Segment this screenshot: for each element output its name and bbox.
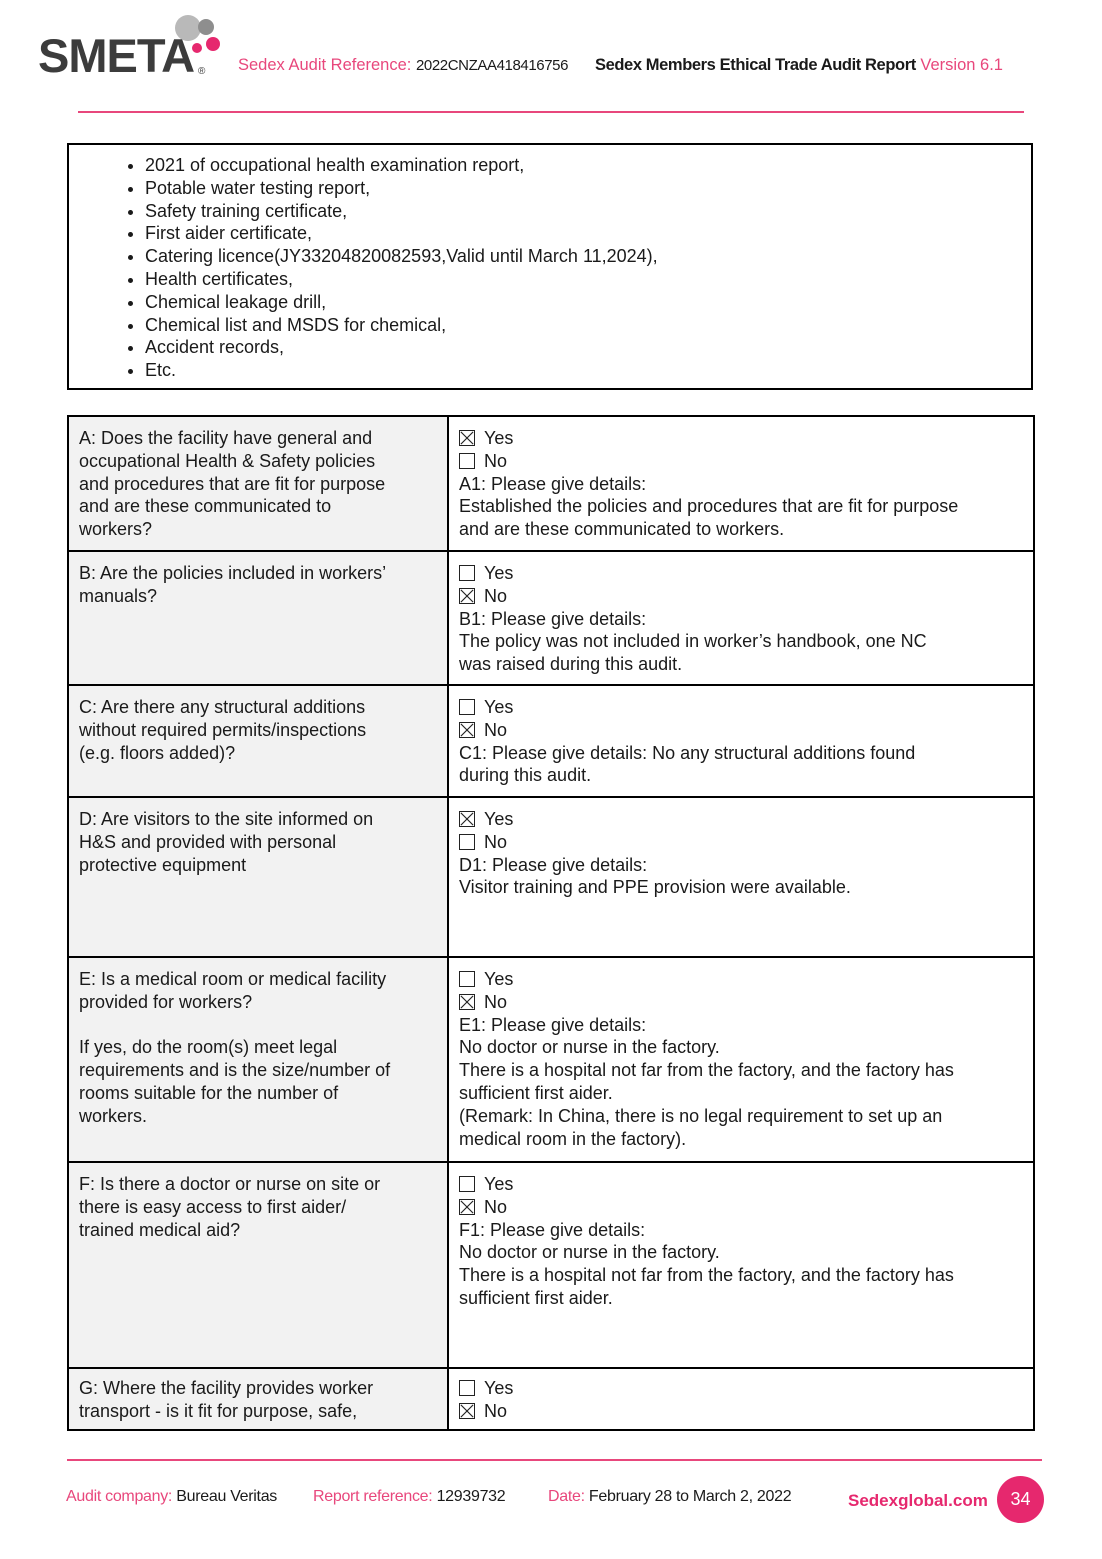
yes-option[interactable] <box>459 1377 1023 1400</box>
no-label: No <box>484 1400 508 1421</box>
details-label: B1: Please give details: <box>459 608 647 629</box>
question-text-line: manuals? <box>79 585 158 606</box>
question-text-line: without required permits/inspections <box>79 719 367 740</box>
answer-cell <box>448 1368 1034 1430</box>
logo-registered-mark: ® <box>198 66 206 77</box>
answer-cell <box>448 551 1034 685</box>
document-item: • Safety training certificate, <box>145 200 1031 223</box>
document-item: • Health certificates, <box>145 268 1031 291</box>
answer-cell <box>448 797 1034 957</box>
question-row <box>68 1162 1034 1368</box>
no-option[interactable] <box>459 1400 1023 1423</box>
question-cell <box>68 1368 448 1430</box>
audit-company-value: Bureau Veritas <box>176 1488 278 1505</box>
question-cell <box>68 551 448 685</box>
details-text-line: No doctor or nurse in the factory. <box>459 1242 720 1263</box>
details-text-line: and are these communicated to workers. <box>459 519 785 540</box>
details-text-line: Visitor training and PPE provision were available. <box>459 877 851 898</box>
question-text-line: requirements and is the size/number of <box>79 1060 391 1081</box>
question-text-line: D: Are visitors to the site informed on <box>79 809 374 829</box>
no-option[interactable] <box>459 831 1023 854</box>
question-cell <box>68 957 448 1162</box>
no-checkbox[interactable] <box>459 588 475 604</box>
question-text-line: protective equipment <box>79 854 247 875</box>
yes-checkbox[interactable] <box>459 1176 475 1192</box>
question-text-line: G: Where the facility provides worker <box>79 1378 374 1398</box>
yes-option[interactable] <box>459 808 1023 831</box>
yes-label: Yes <box>484 969 514 989</box>
answer-cell <box>448 1162 1034 1368</box>
no-checkbox[interactable] <box>459 453 475 469</box>
document-item: • 2021 of occupational health examination report, <box>145 154 1031 177</box>
question-text-line: trained medical aid? <box>79 1219 241 1240</box>
footer-divider <box>67 1459 1042 1461</box>
no-label: No <box>484 719 508 740</box>
no-option[interactable] <box>459 585 1023 608</box>
details-text-line: There is a hospital not far from the factory, and the factory has <box>459 1060 954 1081</box>
question-row <box>68 1368 1034 1430</box>
question-text-line: occupational Health & Safety policies <box>79 450 376 471</box>
audit-ref-label: Sedex Audit Reference: <box>238 56 412 74</box>
details-label: A1: Please give details: <box>459 473 647 494</box>
no-checkbox[interactable] <box>459 834 475 850</box>
answer-cell <box>448 416 1034 551</box>
question-text-line: E: Is a medical room or medical facility <box>79 969 387 989</box>
footer-audit-company <box>66 1488 277 1506</box>
no-option[interactable] <box>459 719 1023 742</box>
no-option[interactable] <box>459 450 1023 473</box>
yes-label: Yes <box>484 1174 514 1194</box>
yes-label: Yes <box>484 563 514 583</box>
details-text-line: sufficient first aider. <box>459 1287 613 1308</box>
details-text-line: sufficient first aider. <box>459 1082 613 1103</box>
question-text-line: B: Are the policies included in workers’ <box>79 563 387 583</box>
report-title-text: Sedex Members Ethical Trade Audit Report <box>595 56 916 74</box>
question-text-line: and are these communicated to <box>79 496 332 517</box>
yes-checkbox[interactable] <box>459 811 475 827</box>
question-row <box>68 797 1034 957</box>
question-row <box>68 685 1034 797</box>
document-item: • Etc. <box>145 359 1031 382</box>
sedex-website-link[interactable]: Sedexglobal.com <box>848 1491 988 1510</box>
question-text-line: there is easy access to first aider/ <box>79 1196 347 1217</box>
yes-option[interactable] <box>459 968 1023 991</box>
question-text-line: transport - is it fit for purpose, safe, <box>79 1400 358 1421</box>
no-label: No <box>484 450 508 471</box>
date-label: Date: <box>548 1488 585 1505</box>
details-text-line: Established the policies and procedures that are fit for purpose <box>459 496 959 517</box>
yes-option[interactable] <box>459 696 1023 719</box>
report-version: Version 6.1 <box>920 56 1003 74</box>
health-safety-questions-table <box>67 415 1035 1431</box>
details-text-line: No doctor or nurse in the factory. <box>459 1037 720 1058</box>
header-divider <box>78 111 1024 113</box>
question-row <box>68 551 1034 685</box>
details-text-line: The policy was not included in worker’s handbook, one NC <box>459 631 927 652</box>
date-value: February 28 to March 2, 2022 <box>588 1488 792 1505</box>
document-item: • Chemical list and MSDS for chemical, <box>145 314 1031 337</box>
question-text-line: workers? <box>79 519 153 540</box>
no-label: No <box>484 1196 508 1217</box>
yes-option[interactable] <box>459 562 1023 585</box>
documents-list <box>69 145 1031 382</box>
yes-checkbox[interactable] <box>459 430 475 446</box>
footer-date <box>548 1488 791 1506</box>
question-text-line: and procedures that are fit for purpose <box>79 473 386 494</box>
yes-label: Yes <box>484 809 514 829</box>
question-text-line: C: Are there any structural additions <box>79 697 366 717</box>
no-label: No <box>484 585 508 606</box>
no-checkbox[interactable] <box>459 1199 475 1215</box>
yes-checkbox[interactable] <box>459 565 475 581</box>
question-text-line: (e.g. floors added)? <box>79 742 236 763</box>
page-number: 34 <box>997 1476 1044 1523</box>
yes-checkbox[interactable] <box>459 971 475 987</box>
details-label: D1: Please give details: <box>459 854 648 875</box>
footer-report-reference <box>313 1488 505 1506</box>
question-text-line: A: Does the facility have general and <box>79 428 373 448</box>
document-item: • Catering licence(JY33204820082593,Valid until March 11,2024), <box>145 245 1031 268</box>
yes-checkbox[interactable] <box>459 699 475 715</box>
yes-checkbox[interactable] <box>459 1380 475 1396</box>
yes-label: Yes <box>484 1378 514 1398</box>
details-text-line: was raised during this audit. <box>459 654 683 675</box>
question-row <box>68 957 1034 1162</box>
yes-option[interactable] <box>459 427 1023 450</box>
report-ref-label: Report reference: <box>313 1488 433 1505</box>
question-row <box>68 416 1034 551</box>
no-label: No <box>484 991 508 1012</box>
audit-company-label: Audit company: <box>66 1488 173 1505</box>
yes-label: Yes <box>484 428 514 448</box>
question-text-line: provided for workers? <box>79 991 253 1012</box>
details-text-line: (Remark: In China, there is no legal requirement to set up an <box>459 1105 943 1126</box>
no-checkbox[interactable] <box>459 722 475 738</box>
document-item: • Chemical leakage drill, <box>145 291 1031 314</box>
details-label: F1: Please give details: <box>459 1219 646 1240</box>
logo-text: SMETA <box>38 29 195 82</box>
question-cell <box>68 797 448 957</box>
question-text-line: F: Is there a doctor or nurse on site or <box>79 1174 381 1194</box>
documents-reviewed-box <box>67 143 1033 390</box>
details-label: C1: Please give details: No any structural additions found <box>459 742 916 763</box>
document-item: • Accident records, <box>145 336 1031 359</box>
answer-cell <box>448 957 1034 1162</box>
details-text-line: medical room in the factory). <box>459 1128 687 1149</box>
question-cell <box>68 1162 448 1368</box>
report-ref-value: 12939732 <box>436 1488 506 1505</box>
details-text-line: There is a hospital not far from the factory, and the factory has <box>459 1265 954 1286</box>
no-checkbox[interactable] <box>459 1403 475 1419</box>
no-option[interactable] <box>459 1196 1023 1219</box>
question-text-line: If yes, do the room(s) meet legal <box>79 1037 338 1058</box>
details-label: E1: Please give details: <box>459 1014 647 1035</box>
question-text-line: workers. <box>79 1105 148 1126</box>
details-text-line: during this audit. <box>459 765 592 786</box>
no-option[interactable] <box>459 991 1023 1014</box>
question-text-line: H&S and provided with personal <box>79 831 337 852</box>
question-cell <box>68 685 448 797</box>
no-label: No <box>484 831 508 852</box>
report-title <box>595 56 1003 75</box>
no-checkbox[interactable] <box>459 994 475 1010</box>
question-cell <box>68 416 448 551</box>
yes-option[interactable] <box>459 1173 1023 1196</box>
yes-label: Yes <box>484 697 514 717</box>
document-item: • First aider certificate, <box>145 222 1031 245</box>
question-text-line: rooms suitable for the number of <box>79 1082 339 1103</box>
audit-ref-value: 2022CNZAA418416756 <box>415 57 569 74</box>
document-item: • Potable water testing report, <box>145 177 1031 200</box>
answer-cell <box>448 685 1034 797</box>
audit-reference <box>238 56 568 75</box>
